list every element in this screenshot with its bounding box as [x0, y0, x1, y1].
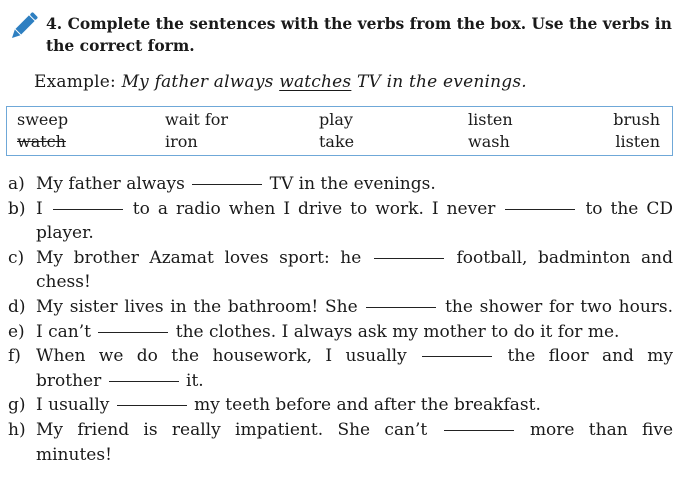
sentence-letter: c): [8, 247, 25, 268]
answer-blank[interactable]: [505, 208, 575, 210]
answer-blank[interactable]: [109, 380, 179, 382]
answer-blank[interactable]: [98, 331, 168, 333]
word-item: listen: [615, 132, 660, 151]
answer-blank[interactable]: [422, 355, 492, 357]
sentence-text: the shower for two hours.: [445, 296, 674, 317]
word-item: take: [319, 132, 355, 151]
example-before: My father always: [121, 72, 274, 92]
word-box-row: [7, 132, 672, 154]
sentence-text: my teeth before and after the breakfast.: [194, 395, 541, 416]
answer-blank[interactable]: [366, 306, 436, 308]
sentence-text: My friend is really impatient. She can’t: [36, 419, 428, 440]
sentence-letter: h): [8, 419, 26, 440]
sentence-f: [8, 344, 673, 393]
sentence-text: chess!: [36, 272, 91, 293]
sentence-text: I: [36, 198, 43, 219]
sentence-d: [8, 295, 673, 320]
sentence-text: My father always: [36, 174, 185, 194]
sentence-text: brother: [36, 370, 102, 391]
sentence-text: I can’t: [36, 321, 91, 342]
sentence-b: [8, 197, 673, 246]
example-sentence: [122, 72, 527, 92]
sentence-text: I usually: [36, 395, 110, 416]
answer-blank[interactable]: [444, 429, 514, 431]
answer-blank[interactable]: [53, 208, 123, 210]
word-item: iron: [165, 132, 198, 151]
sentence-c: [8, 246, 673, 295]
sentence-text: minutes!: [36, 444, 112, 465]
word-item: play: [319, 110, 353, 129]
sentence-g: [8, 393, 673, 418]
pencil-icon: [6, 8, 42, 44]
answer-blank[interactable]: [117, 404, 187, 406]
task-instruction: [46, 13, 676, 57]
sentence-text: to the CD: [585, 198, 674, 219]
sentence-letter: b): [8, 198, 26, 219]
sentence-line: [36, 418, 673, 443]
sentence-line: [36, 344, 673, 369]
sentence-list: [8, 172, 673, 467]
sentence-text: more than five: [529, 419, 674, 440]
word-item: wash: [468, 132, 510, 151]
task-text: Complete the sentences with the verbs from the box. Use the verbs in the correct form.: [46, 14, 672, 55]
sentence-h: [8, 418, 673, 467]
word-item: brush: [613, 110, 660, 129]
word-item: wait for: [165, 110, 229, 129]
example-after: TV in the evenings.: [356, 72, 527, 92]
sentence-line: [36, 197, 673, 222]
sentence-text: the clothes. I always ask my mother to do it for me.: [175, 321, 620, 342]
word-item-crossed-out: watch: [17, 132, 66, 151]
word-item: sweep: [17, 110, 69, 129]
sentence-text: football, badminton and: [456, 247, 673, 268]
sentence-text: My brother Azamat loves sport: he: [36, 247, 362, 268]
word-box: [6, 106, 673, 156]
sentence-text: to a radio when I drive to work. I never: [132, 198, 496, 219]
sentence-text: it.: [186, 370, 204, 391]
sentence-letter: a): [8, 174, 25, 194]
answer-blank[interactable]: [192, 183, 262, 185]
sentence-line: [36, 369, 673, 394]
sentence-text: My sister lives in the bathroom! She: [36, 296, 358, 317]
sentence-text: the floor and my: [507, 346, 674, 367]
example-line: [34, 72, 527, 92]
sentence-a: [8, 172, 673, 197]
sentence-e: [8, 320, 673, 345]
sentence-letter: d): [8, 296, 26, 317]
example-answer: watches: [279, 72, 352, 92]
answer-blank[interactable]: [374, 257, 444, 259]
word-item: listen: [468, 110, 513, 129]
sentence-letter: g): [8, 395, 26, 416]
sentence-text: When we do the housework, I usually: [36, 346, 407, 367]
example-label: Example:: [34, 72, 116, 92]
task-number: 4.: [46, 14, 63, 33]
sentence-letter: e): [8, 321, 25, 342]
sentence-line: [36, 246, 673, 271]
sentence-letter: f): [8, 346, 21, 367]
sentence-text: player.: [36, 223, 94, 244]
sentence-line: [36, 295, 673, 320]
sentence-text: TV in the evenings.: [269, 174, 436, 194]
word-box-row: [7, 110, 672, 132]
